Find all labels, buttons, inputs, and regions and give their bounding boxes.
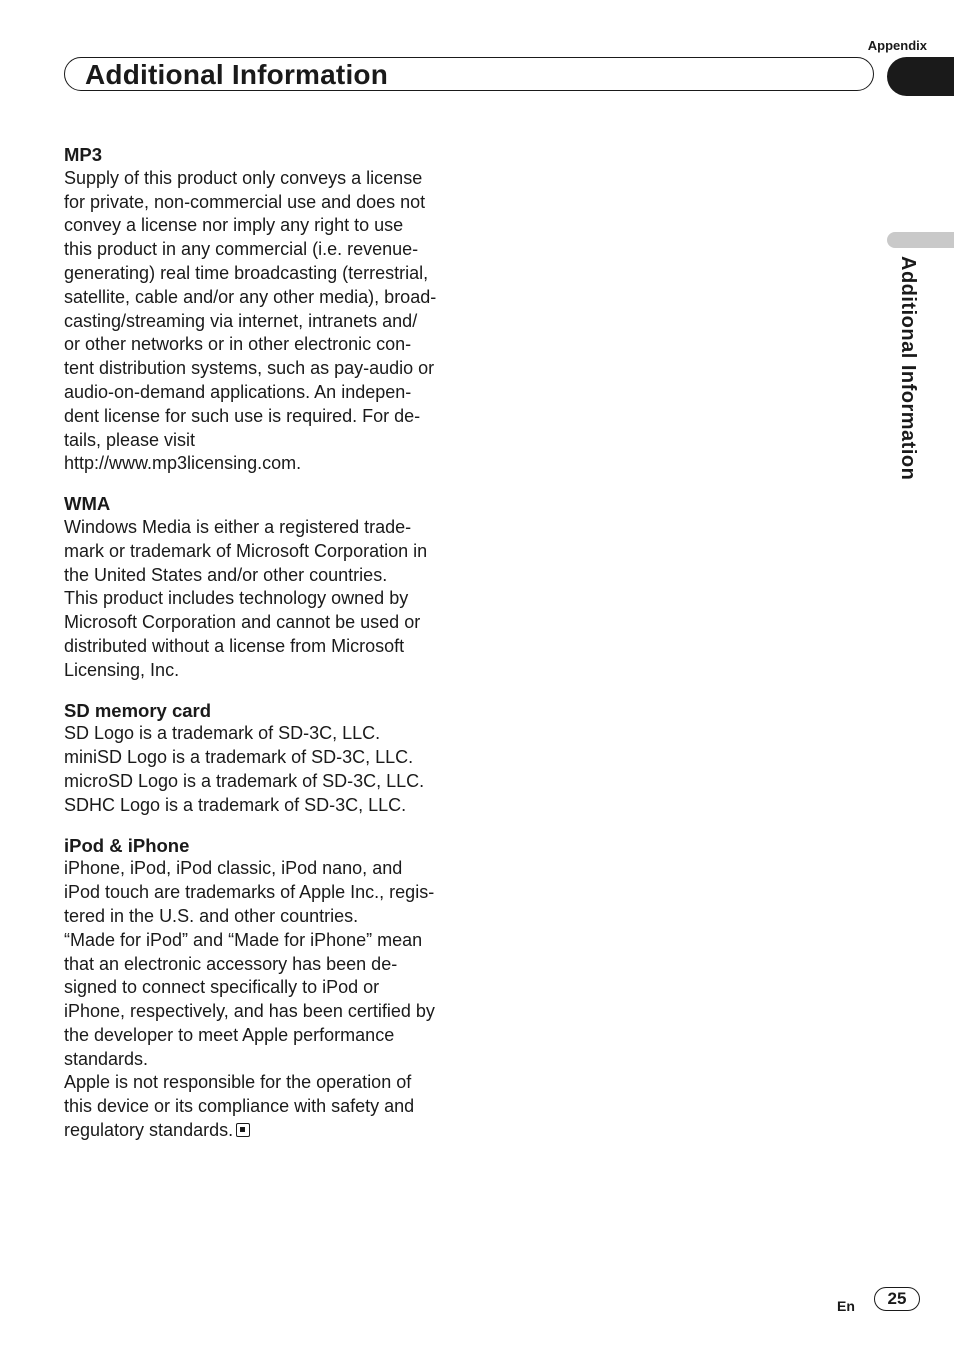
language-label: En xyxy=(837,1298,855,1314)
section-heading: MP3 xyxy=(64,144,103,165)
section-wma xyxy=(64,492,464,682)
section-body: iPhone, iPod, iPod classic, iPod nano, and iPod touch are trademarks of Apple Inc., regis- tered in the U.S. and other countries. “Made for iPod” and “Made for iPhone” mean that an electronic accessory has been de- signed to connect specifically to iPod or iPhone, respectively, and has been certified by the developer to meet Apple performance standards. Apple is not responsible for the operation of this device or its compliance with safety and regulatory standards. xyxy=(64,858,435,1141)
section-body: SD Logo is a trademark of SD-3C, LLC. miniSD Logo is a trademark of SD-3C, LLC. microSD Logo is a trademark of SD-3C, LLC. SDHC Logo is a trademark of SD-3C, LLC. xyxy=(64,723,425,815)
section-heading: WMA xyxy=(64,493,111,515)
page-title: Additional Information xyxy=(85,59,389,90)
section-mp3 xyxy=(64,143,464,476)
side-tab-label: Additional Information xyxy=(897,256,919,481)
side-tab-marker xyxy=(887,232,954,248)
page-number: 25 xyxy=(874,1287,920,1311)
appendix-label: Appendix xyxy=(867,38,927,53)
section-ipod-iphone xyxy=(64,834,464,1143)
section-sd-memory-card xyxy=(64,699,464,818)
main-content xyxy=(64,143,464,1159)
section-body: Windows Media is either a registered trade- mark or trademark of Microsoft Corporation in the United States and/or other countries. This product includes technology owned by Microsoft Corporation and cannot be used or distributed without a license from Microsoft Licensing, Inc. xyxy=(64,516,428,680)
section-body: Supply of this product only conveys a license for private, non-commercial use and does not convey a license nor imply any right to use this product in any commercial (i.e. revenue- generating) real time broadcasting (terrestrial, satellite, cable and/or any other media), broad- casting/streaming via internet, intranets and/ or other networks or in other electronic con- tent distribution systems, such as pay-audio or audio-on-demand applications. An indepen- dent license for such use is required. For de- tails, please visit http://www.mp3licensing.com. xyxy=(64,167,437,474)
chapter-tab-marker xyxy=(887,57,954,96)
section-heading: SD memory card xyxy=(64,699,212,721)
section-heading: iPod & iPhone xyxy=(64,834,190,856)
mp3-licensing-url: http://www.mp3licensing.com. xyxy=(64,453,302,474)
section-end-square-icon xyxy=(236,1123,250,1137)
section-title-bar xyxy=(64,57,874,91)
